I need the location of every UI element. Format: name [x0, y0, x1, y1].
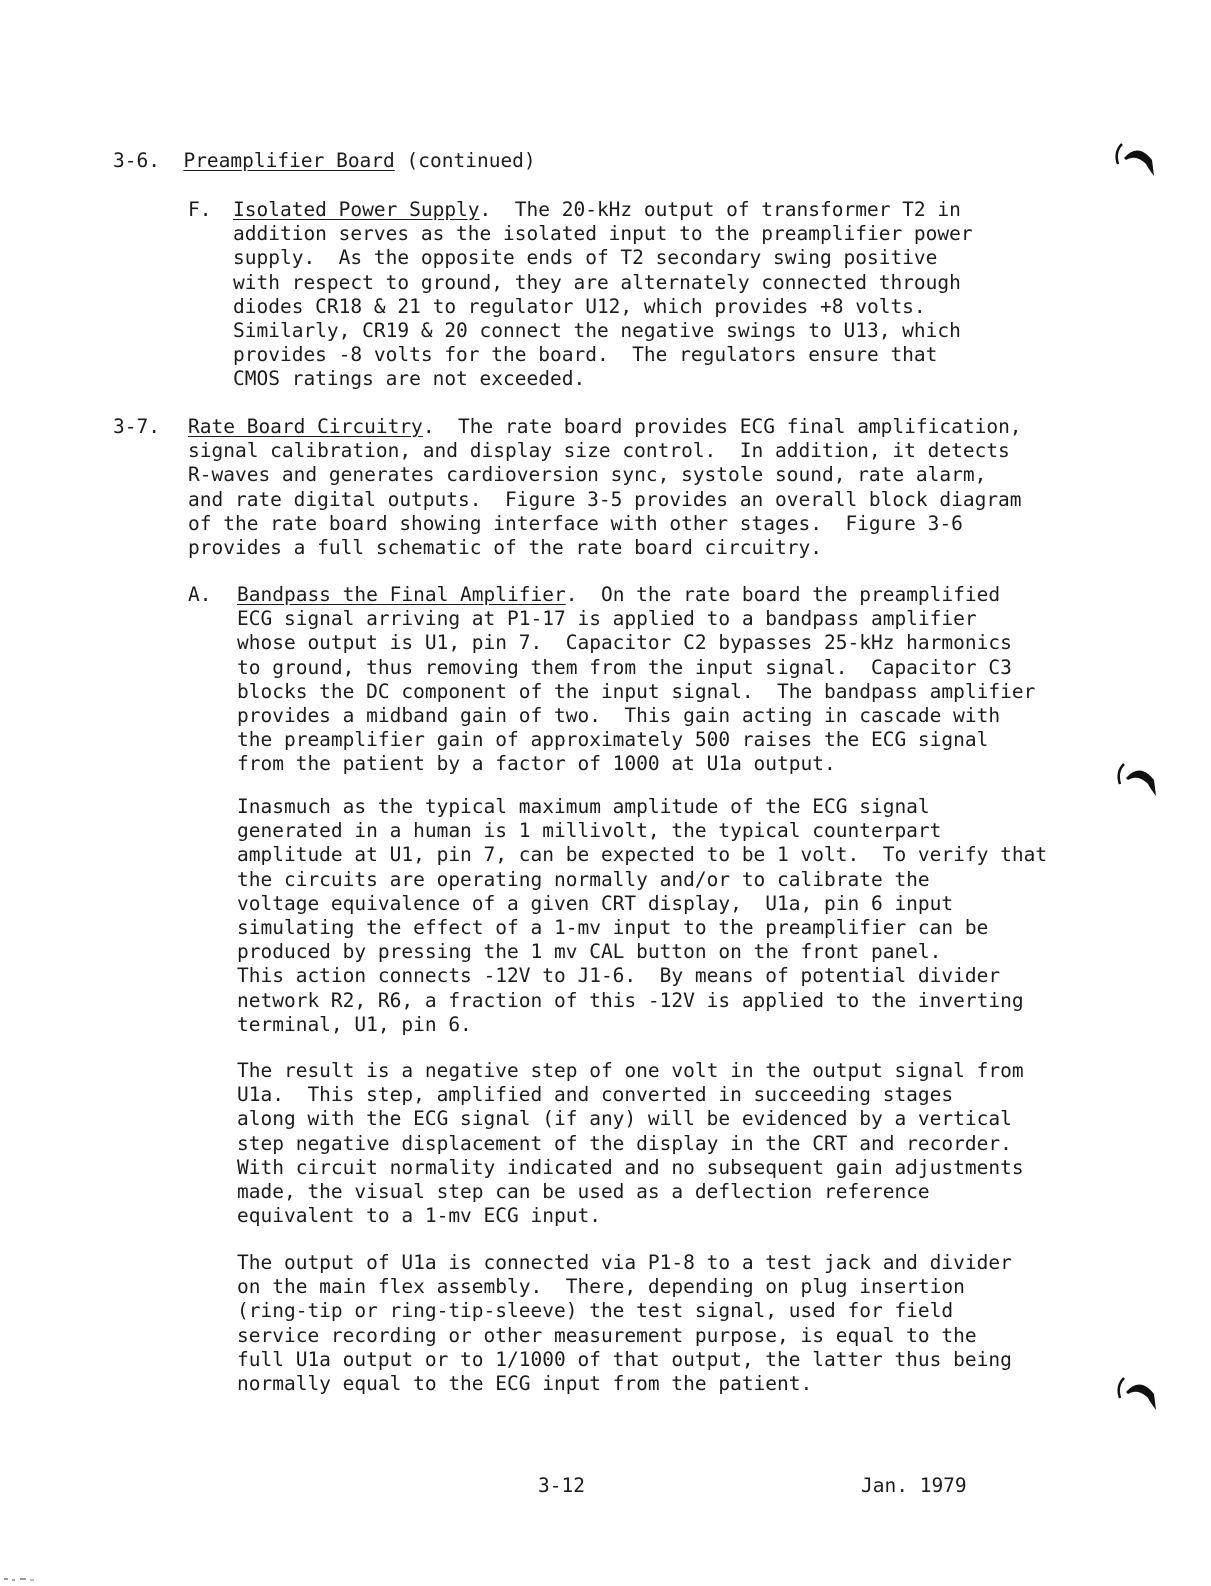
item-a-paragraph-2 — [237, 795, 1047, 1037]
page-number: 3-12 — [538, 1474, 585, 1497]
text-line: with respect to ground, they are alternately connected through — [233, 270, 961, 294]
text-line: signal calibration, and display size control. In addition, it detects — [188, 439, 1010, 463]
text-line: terminal, U1, pin 6. — [237, 1012, 472, 1036]
text-line: provides -8 volts for the board. The regulators ensure that — [233, 343, 938, 367]
text-line: Inasmuch as the typical maximum amplitude of the ECG signal — [237, 795, 930, 818]
text-line: equivalent to a 1-mv ECG input. — [237, 1204, 601, 1228]
item-a-letter: A. — [188, 583, 212, 606]
item-a-first-line: Bandpass the Final Amplifier. On the rate board the preamplified — [237, 583, 1001, 606]
text-line: produced by pressing the 1 mv CAL button on the front panel. — [237, 940, 942, 964]
text-line: Similarly, CR19 & 20 connect the negative swings to U13, which — [233, 318, 961, 342]
text-line: supply. As the opposite ends of T2 secondary swing positive — [233, 246, 938, 270]
text-line: R-waves and generates cardioversion sync, systole sound, rate alarm, — [188, 463, 987, 487]
section-3-7-first-line: Rate Board Circuitry. The rate board provides ECG final amplification, — [188, 415, 1022, 438]
page-date: Jan. 1979 — [861, 1474, 967, 1497]
text-line: (ring-tip or ring-tip-sleeve) the test signal, used for field — [237, 1299, 954, 1323]
text-line: to ground, thus removing them from the input signal. Capacitor C3 — [237, 655, 1012, 679]
text-line: ECG signal arriving at P1-17 is applied to a bandpass amplifier — [237, 607, 977, 631]
binder-hole-mark-icon — [1114, 1372, 1160, 1414]
item-f-paragraph — [233, 198, 973, 392]
text-line: diodes CR18 & 21 to regulator U12, which provides +8 volts. — [233, 294, 926, 318]
text-line: The output of U1a is connected via P1-8 to a test jack and divider — [237, 1251, 1012, 1274]
text-line: whose output is U1, pin 7. Capacitor C2 bypasses 25-kHz harmonics — [237, 631, 1012, 655]
text-line: and rate digital outputs. Figure 3-5 provides an overall block diagram — [188, 487, 1022, 511]
text-line: the preamplifier gain of approximately 500 raises the ECG signal — [237, 728, 989, 752]
section-title-suffix: (continued) — [394, 149, 536, 172]
text-line: U1a. This step, amplified and converted in succeeding stages — [237, 1083, 954, 1107]
section-3-7-title: Rate Board Circuitry — [188, 415, 423, 438]
section-number: 3-6. — [113, 149, 160, 172]
text-line: CMOS ratings are not exceeded. — [233, 367, 586, 391]
section-3-7-number: 3-7. — [113, 415, 160, 438]
text-line: The result is a negative step of one volt in the output signal from — [237, 1059, 1024, 1082]
text-line: This action connects -12V to J1-6. By means of potential divider — [237, 964, 1001, 988]
item-a-paragraph-1 — [237, 583, 1035, 777]
text-line: full U1a output or to 1/1000 of that output, the latter thus being — [237, 1347, 1012, 1371]
binder-hole-mark-icon — [1114, 758, 1160, 800]
item-a-heading: Bandpass the Final Amplifier — [237, 583, 566, 606]
text-line: network R2, R6, a fraction of this -12V is applied to the inverting — [237, 988, 1024, 1012]
item-a-paragraph-3 — [237, 1059, 1024, 1228]
binder-hole-mark-icon — [1112, 138, 1158, 180]
text-line: from the patient by a factor of 1000 at U1a output. — [237, 752, 836, 776]
text-line: voltage equivalence of a given CRT display, U1a, pin 6 input — [237, 891, 954, 915]
item-f-first-line: Isolated Power Supply. The 20-kHz output of transformer T2 in — [233, 198, 961, 221]
text-line: service recording or other measurement purpose, is equal to the — [237, 1323, 977, 1347]
text-line: normally equal to the ECG input from the patient. — [237, 1371, 813, 1395]
text-line: provides a midband gain of two. This gain acting in cascade with — [237, 703, 1001, 727]
text-line: simulating the effect of a 1-mv input to the preamplifier can be — [237, 915, 989, 939]
section-title: Preamplifier Board — [183, 149, 395, 172]
section-3-7-paragraph — [188, 415, 1022, 560]
text-line: of the rate board showing interface with other stages. Figure 3-6 — [188, 511, 963, 535]
item-f-heading: Isolated Power Supply — [233, 198, 480, 221]
scan-speck — [4, 1578, 64, 1581]
text-line: addition serves as the isolated input to the preamplifier power — [233, 222, 973, 246]
item-f-letter: F. — [188, 198, 212, 221]
section-3-6-heading — [113, 149, 536, 173]
text-line: on the main flex assembly. There, depending on plug insertion — [237, 1275, 965, 1299]
text-line: With circuit normality indicated and no subsequent gain adjustments — [237, 1155, 1024, 1179]
text-line: step negative displacement of the display in the CRT and recorder. — [237, 1131, 1012, 1155]
text-line: generated in a human is 1 millivolt, the typical counterpart — [237, 819, 942, 843]
text-line: amplitude at U1, pin 7, can be expected to be 1 volt. To verify that — [237, 843, 1048, 867]
text-line: blocks the DC component of the input signal. The bandpass amplifier — [237, 679, 1036, 703]
item-a-paragraph-4 — [237, 1251, 1012, 1396]
text-line: made, the visual step can be used as a deflection reference — [237, 1179, 930, 1203]
text-line: along with the ECG signal (if any) will be evidenced by a vertical — [237, 1107, 1012, 1131]
text-line: provides a full schematic of the rate board circuitry. — [188, 535, 822, 559]
text-line: the circuits are operating normally and/or to calibrate the — [237, 867, 930, 891]
